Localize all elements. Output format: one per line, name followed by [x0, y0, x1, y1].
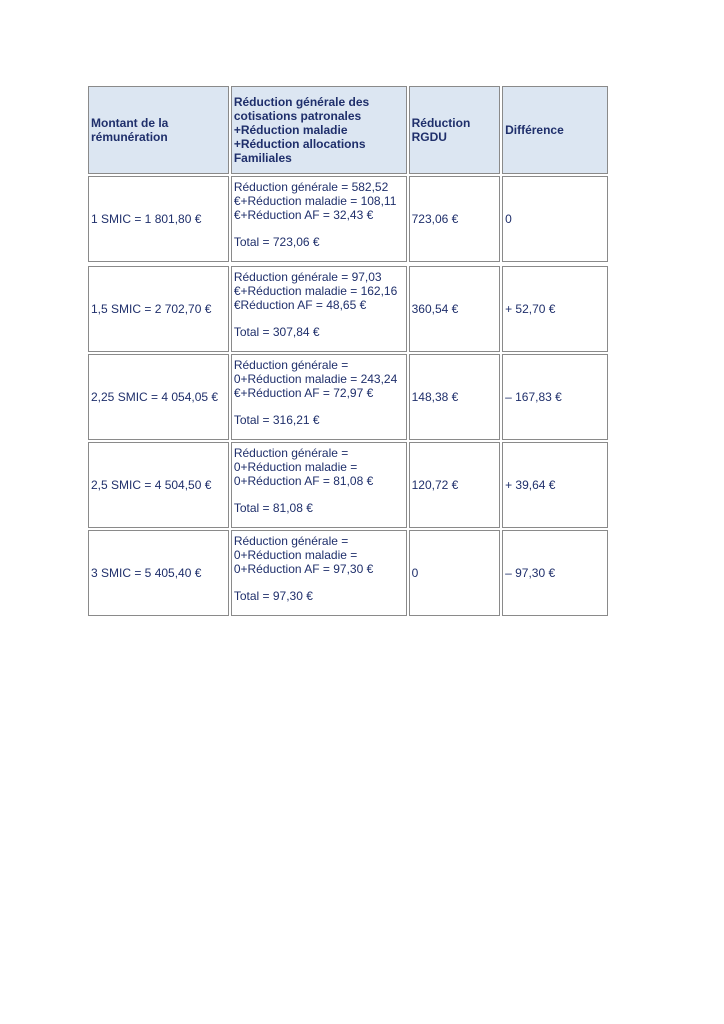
cell-montant: 1,5 SMIC = 2 702,70 €: [88, 266, 229, 352]
table-row: [88, 176, 608, 262]
cell-difference: – 167,83 €: [502, 354, 608, 440]
cell-rgdu: 723,06 €: [409, 176, 500, 262]
cell-difference: – 97,30 €: [502, 530, 608, 616]
cell-difference: + 39,64 €: [502, 442, 608, 528]
cell-montant: 3 SMIC = 5 405,40 €: [88, 530, 229, 616]
table-row: [88, 354, 608, 440]
cell-rgdu: 0: [409, 530, 500, 616]
cell-detail: Réduction générale = 0+Réduction maladie = 0+Réduction AF = 81,08 € Total = 81,08 €: [231, 442, 407, 528]
cell-detail: Réduction générale = 582,52 €+Réduction maladie = 108,11 €+Réduction AF = 32,43 € Total = 723,06 €: [231, 176, 407, 262]
header-montant: Montant de la rémunération: [88, 86, 229, 174]
cell-difference: 0: [502, 176, 608, 262]
cell-montant: 1 SMIC = 1 801,80 €: [88, 176, 229, 262]
comparison-table-bottom: [86, 264, 610, 618]
cell-detail: Réduction générale = 97,03 €+Réduction maladie = 162,16 €Réduction AF = 48,65 € Total = 307,84 €: [231, 266, 407, 352]
header-row: [88, 86, 608, 174]
cell-detail: Réduction générale = 0+Réduction maladie = 0+Réduction AF = 97,30 € Total = 97,30 €: [231, 530, 407, 616]
table-row: [88, 266, 608, 352]
header-reduction-generale: Réduction générale des cotisations patronales +Réduction maladie +Réduction allocations Familiales: [231, 86, 407, 174]
cell-montant: 2,5 SMIC = 4 504,50 €: [88, 442, 229, 528]
table-row: [88, 442, 608, 528]
header-rgdu: Réduction RGDU: [409, 86, 500, 174]
cell-rgdu: 120,72 €: [409, 442, 500, 528]
cell-rgdu: 148,38 €: [409, 354, 500, 440]
table-row: [88, 530, 608, 616]
cell-rgdu: 360,54 €: [409, 266, 500, 352]
cell-detail: Réduction générale = 0+Réduction maladie = 243,24 €+Réduction AF = 72,97 € Total = 316,21 €: [231, 354, 407, 440]
comparison-table-top: [86, 84, 610, 264]
header-difference: Différence: [502, 86, 608, 174]
cell-montant: 2,25 SMIC = 4 054,05 €: [88, 354, 229, 440]
cell-difference: + 52,70 €: [502, 266, 608, 352]
